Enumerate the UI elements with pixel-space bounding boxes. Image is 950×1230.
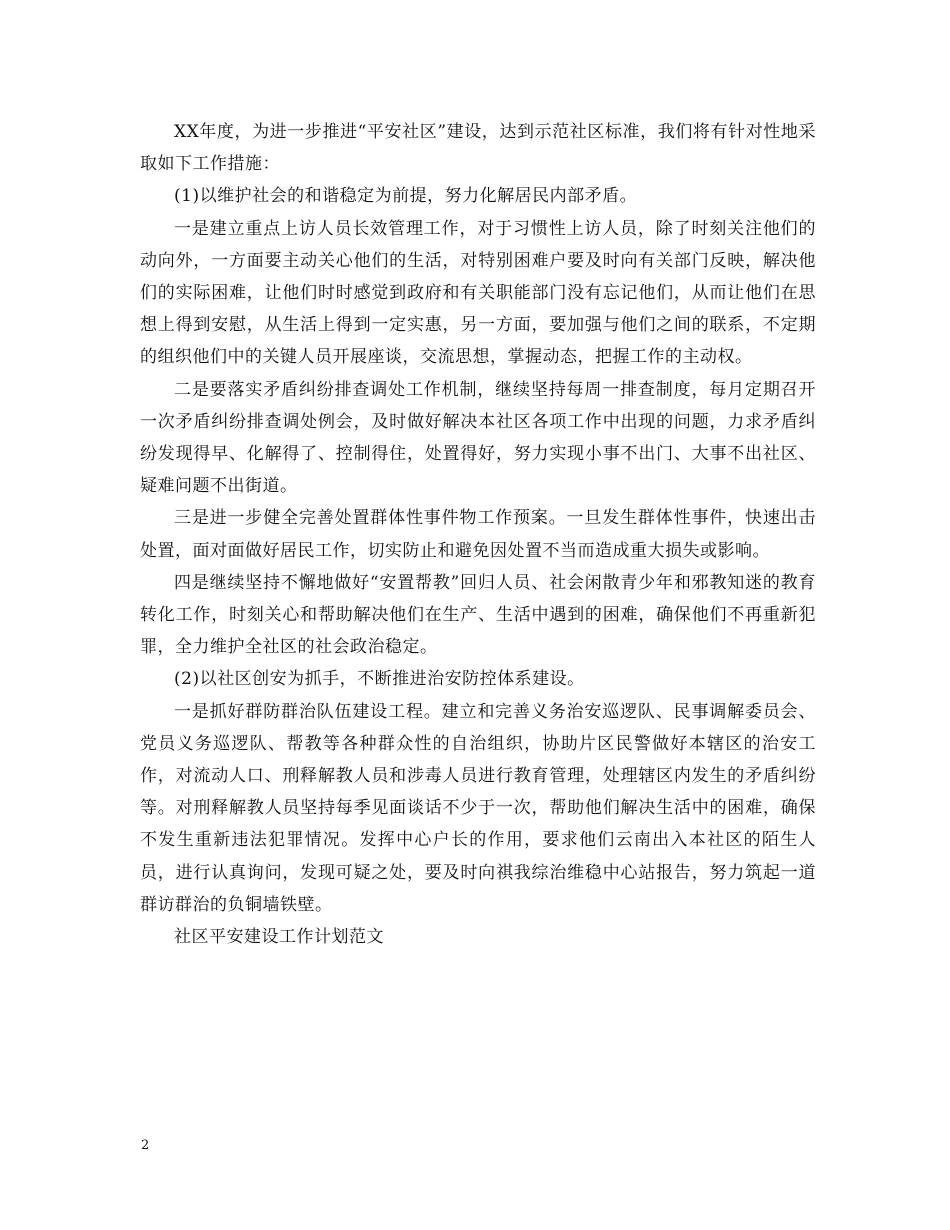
paragraph-measure-1: 一是建立重点上访人员长效管理工作，对于习惯性上访人员，除了时刻关注他们的动向外，一方面要主动关心他们的生活，对特别困难户要及时向有关部门反映，解决他们的实际困难，让他们时时感觉到政府和有关职能部门没有忘记他们，从而让他们在思想上得到安慰，从生活上得到一定实惠，另一方面，要加强与他们之间的联系，不定期的组织他们中的关键人员开展座谈，交流思想，掌握动态，把握工作的主动权。 — [140, 218, 816, 368]
paragraph-section-2-measure-1: 一是抓好群防群治队伍建设工程。建立和完善义务治安巡逻队、民事调解委员会、党员义务巡逻队、帮教等各种群众性的自治组织，协助片区民警做好本辖区的治安工作，对流动人口、刑释解教人员和涉毒人员进行教育管理，处理辖区内发生的矛盾纠纷等。对刑释解教人员坚持每季见面谈话不少于一次，帮助他们解决生活中的困难，确保不发生重新违法犯罪情况。发挥中心户长的作用，要求他们云南出入本社区的陌生人员，进行认真询问，发现可疑之处，要及时向祺我综治维稳中心站报告，努力筑起一道群访群治的负铜墙铁壁。 — [140, 701, 816, 915]
paragraph-section-2-heading: (2)以社区创安为抓手，不断推进治安防控体系建设。 — [174, 669, 585, 690]
paragraph-section-1-heading: (1)以维护社会的和谐稳定为前提，努力化解居民内部矛盾。 — [174, 186, 638, 207]
paragraph-closing-title: 社区平安建设工作计划范文 — [174, 927, 384, 948]
paragraph-measure-4: 四是继续坚持不懈地做好“安置帮教”回归人员、社会闲散青少年和邪教知迷的教育转化工作，时刻关心和帮助解决他们在生产、生活中遇到的困难，确保他们不再重新犯罪，全力维护全社区的社会政治稳定。 — [140, 572, 816, 658]
paragraph-measure-3: 三是进一步健全完善处置群体性事件物工作预案。一旦发生群体性事件，快速出击处置，面对面做好居民工作，切实防止和避免因处置不当而造成重大损失或影响。 — [140, 508, 816, 561]
paragraph-measure-2: 二是要落实矛盾纠纷排查调处工作机制，继续坚持每周一排查制度，每月定期召开一次矛盾纠纷排查调处例会，及时做好解决本社区各项工作中出现的问题，力求矛盾纠纷发现得早、化解得了、控制得住，处置得好，努力实现小事不出门、大事不出社区、疑难问题不出街道。 — [140, 379, 816, 497]
page-number: 2 — [141, 1138, 150, 1153]
document-body — [140, 116, 816, 953]
paragraph-intro: XX年度，为进一步推进“平安社区”建设，达到示范社区标准，我们将有针对性地采取如下工作措施： — [140, 122, 816, 175]
